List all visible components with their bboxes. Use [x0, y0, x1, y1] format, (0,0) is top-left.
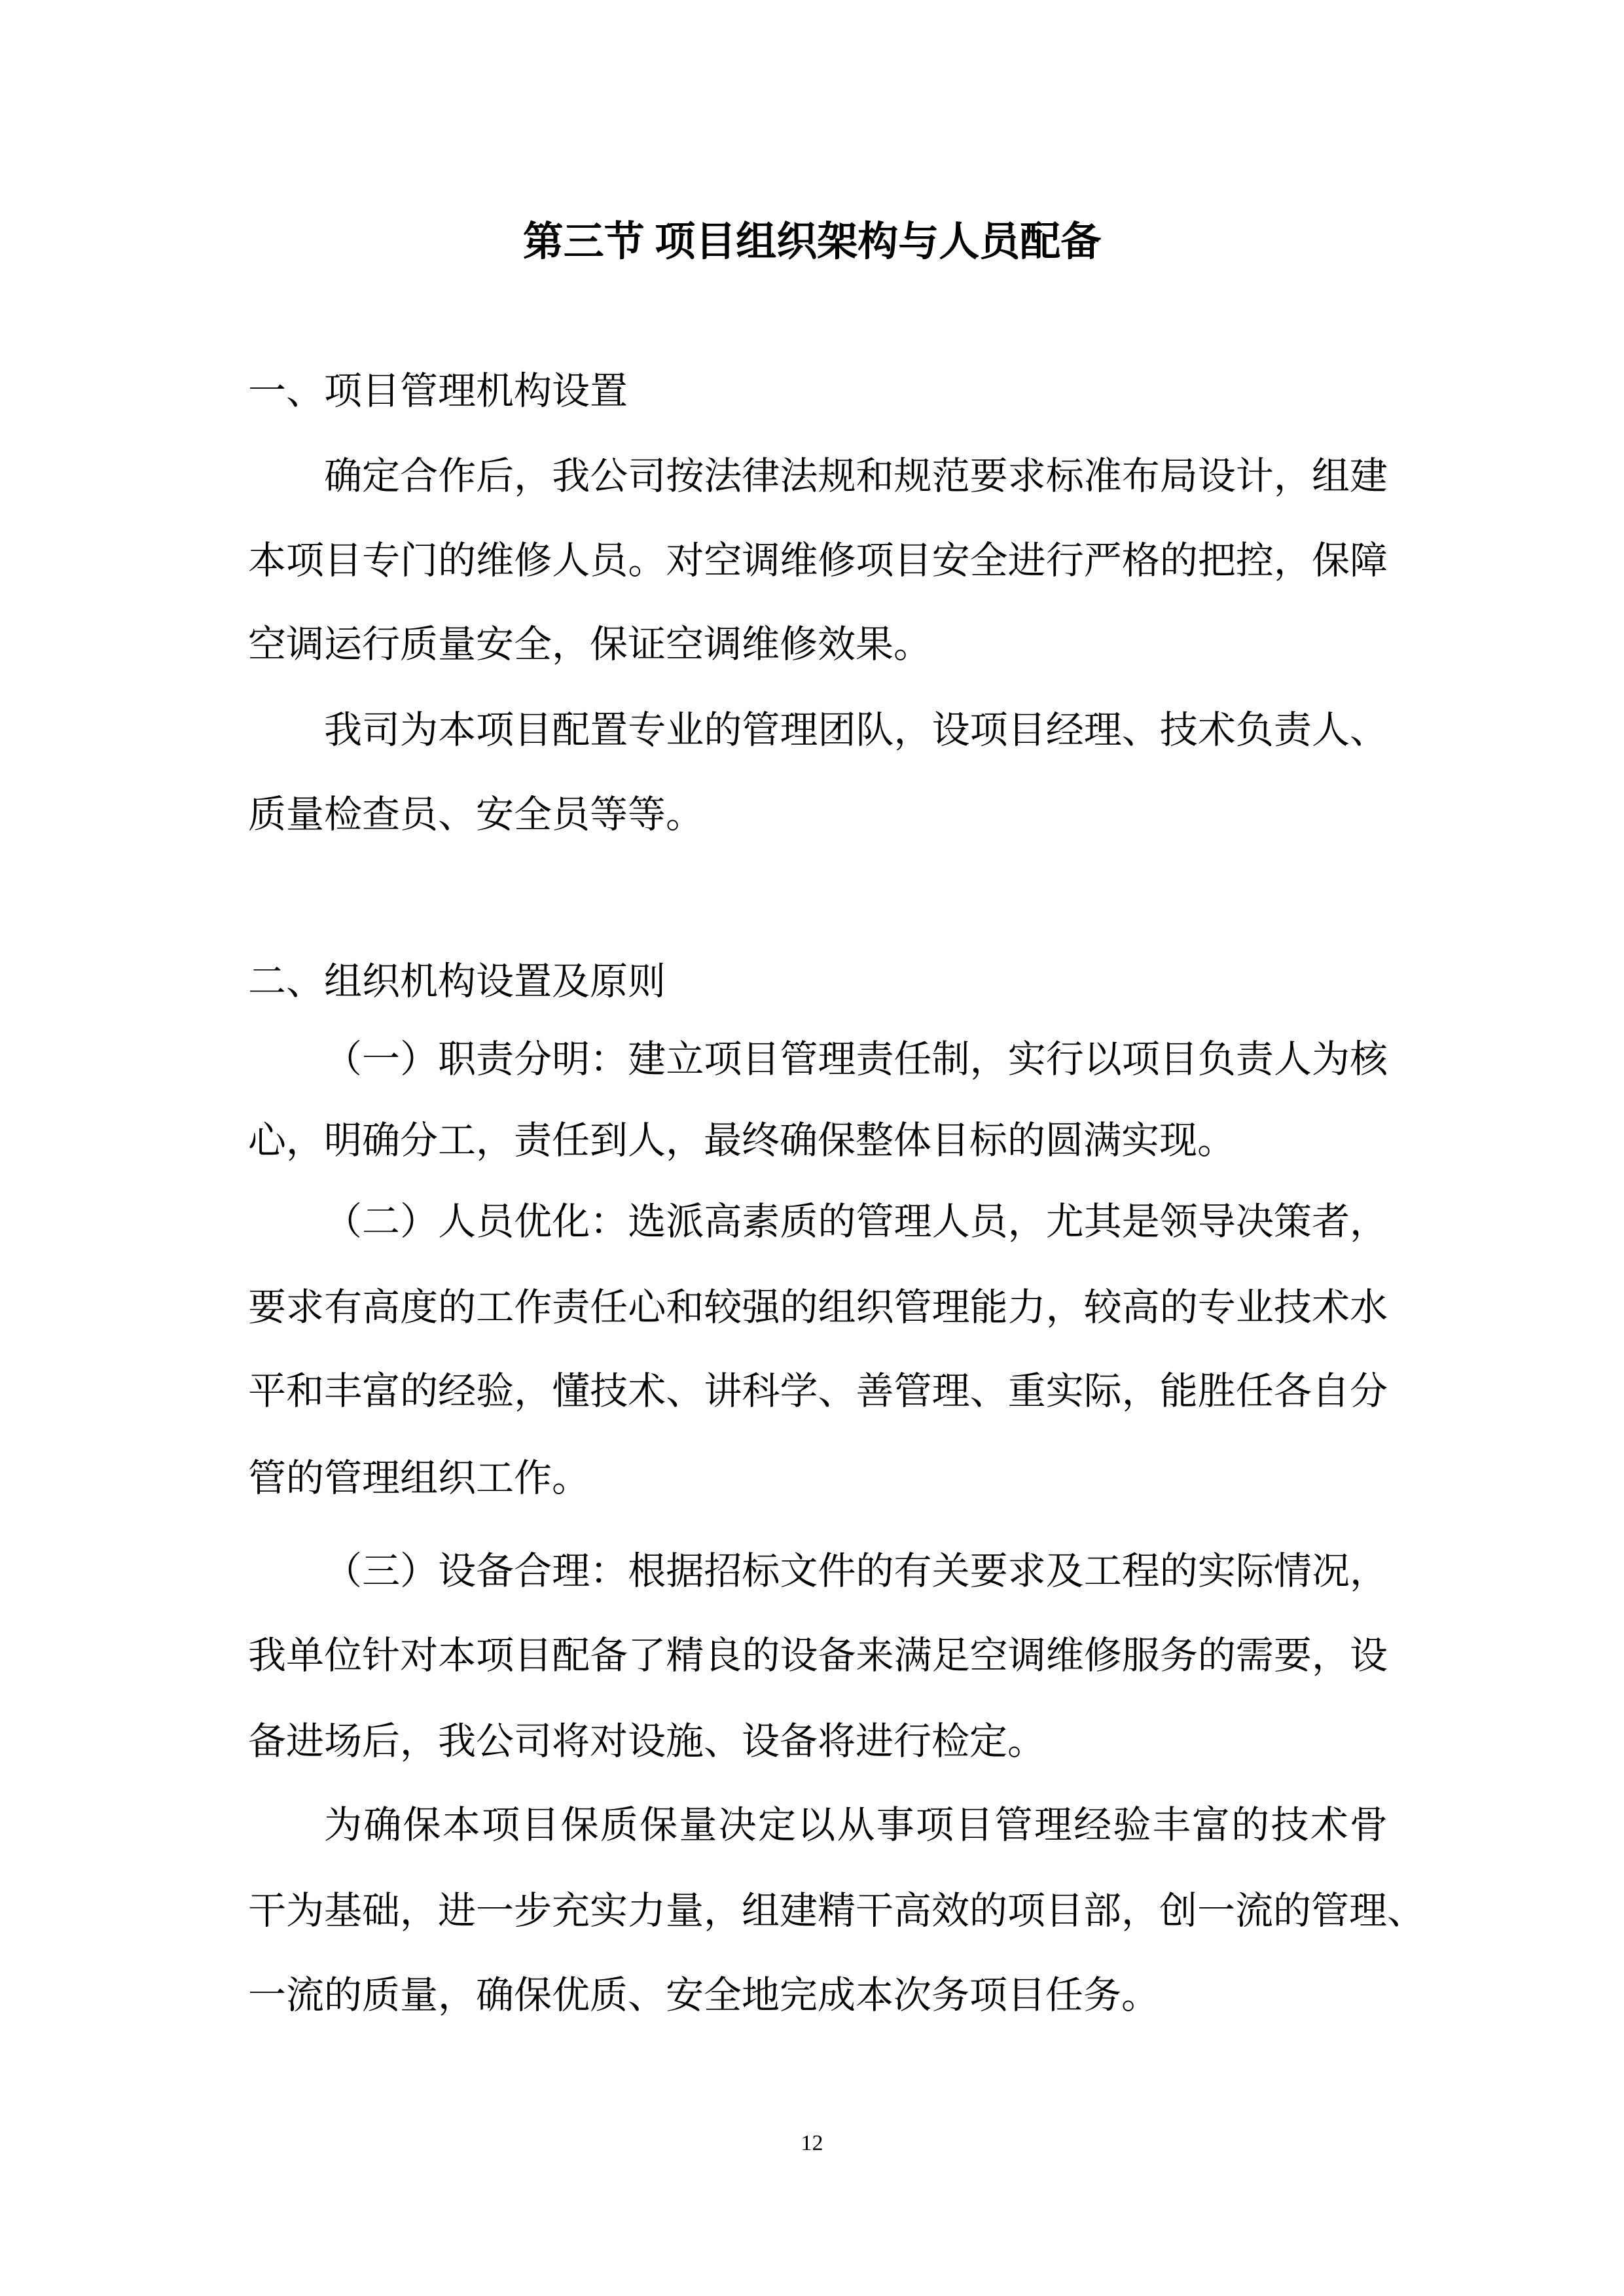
paragraph-line: 干为基础，进一步充实力量，组建精干高效的项目部，创一流的管理、 [248, 1890, 1426, 1932]
paragraph-line: 备进场后，我公司将对设施、设备将进行检定。 [248, 1720, 1046, 1763]
paragraph-line: （三）设备合理：根据招标文件的有关要求及工程的实际情况， [324, 1550, 1388, 1592]
paragraph-line: 我单位针对本项目配备了精良的设备来满足空调维修服务的需要，设 [248, 1634, 1388, 1677]
paragraph-line: 为确保本项目保质保量决定以从事项目管理经验丰富的技术骨 [324, 1804, 1388, 1846]
heading-2: 二、组织机构设置及原则 [248, 960, 666, 1003]
heading-1: 一、项目管理机构设置 [248, 370, 628, 412]
paragraph-line: （二）人员优化：选派高素质的管理人员，尤其是领导决策者， [324, 1200, 1388, 1243]
paragraph-line: 质量检查员、安全员等等。 [248, 793, 704, 836]
page-number: 12 [801, 2131, 823, 2155]
paragraph-line: 空调运行质量安全，保证空调维修效果。 [248, 623, 932, 666]
paragraph-line: 管的管理组织工作。 [248, 1457, 590, 1499]
paragraph-line: 本项目专门的维修人员。对空调维修项目安全进行严格的把控，保障 [248, 539, 1388, 582]
paragraph-line: 要求有高度的工作责任心和较强的组织管理能力，较高的专业技术水 [248, 1286, 1388, 1329]
paragraph-line: 一流的质量，确保优质、安全地完成本次务项目任务。 [248, 1974, 1160, 2017]
section-title: 第三节 项目组织架构与人员配备 [522, 220, 1102, 264]
paragraph-line: 心，明确分工，责任到人，最终确保整体目标的圆满实现。 [248, 1119, 1236, 1162]
paragraph-line: 我司为本项目配置专业的管理团队，设项目经理、技术负责人、 [324, 709, 1388, 751]
paragraph-line: 平和丰富的经验，懂技术、讲科学、善管理、重实际，能胜任各自分 [248, 1370, 1388, 1412]
paragraph-line: （一）职责分明：建立项目管理责任制，实行以项目负责人为核 [324, 1038, 1388, 1081]
paragraph-line: 确定合作后，我公司按法律法规和规范要求标准布局设计，组建 [324, 455, 1388, 497]
